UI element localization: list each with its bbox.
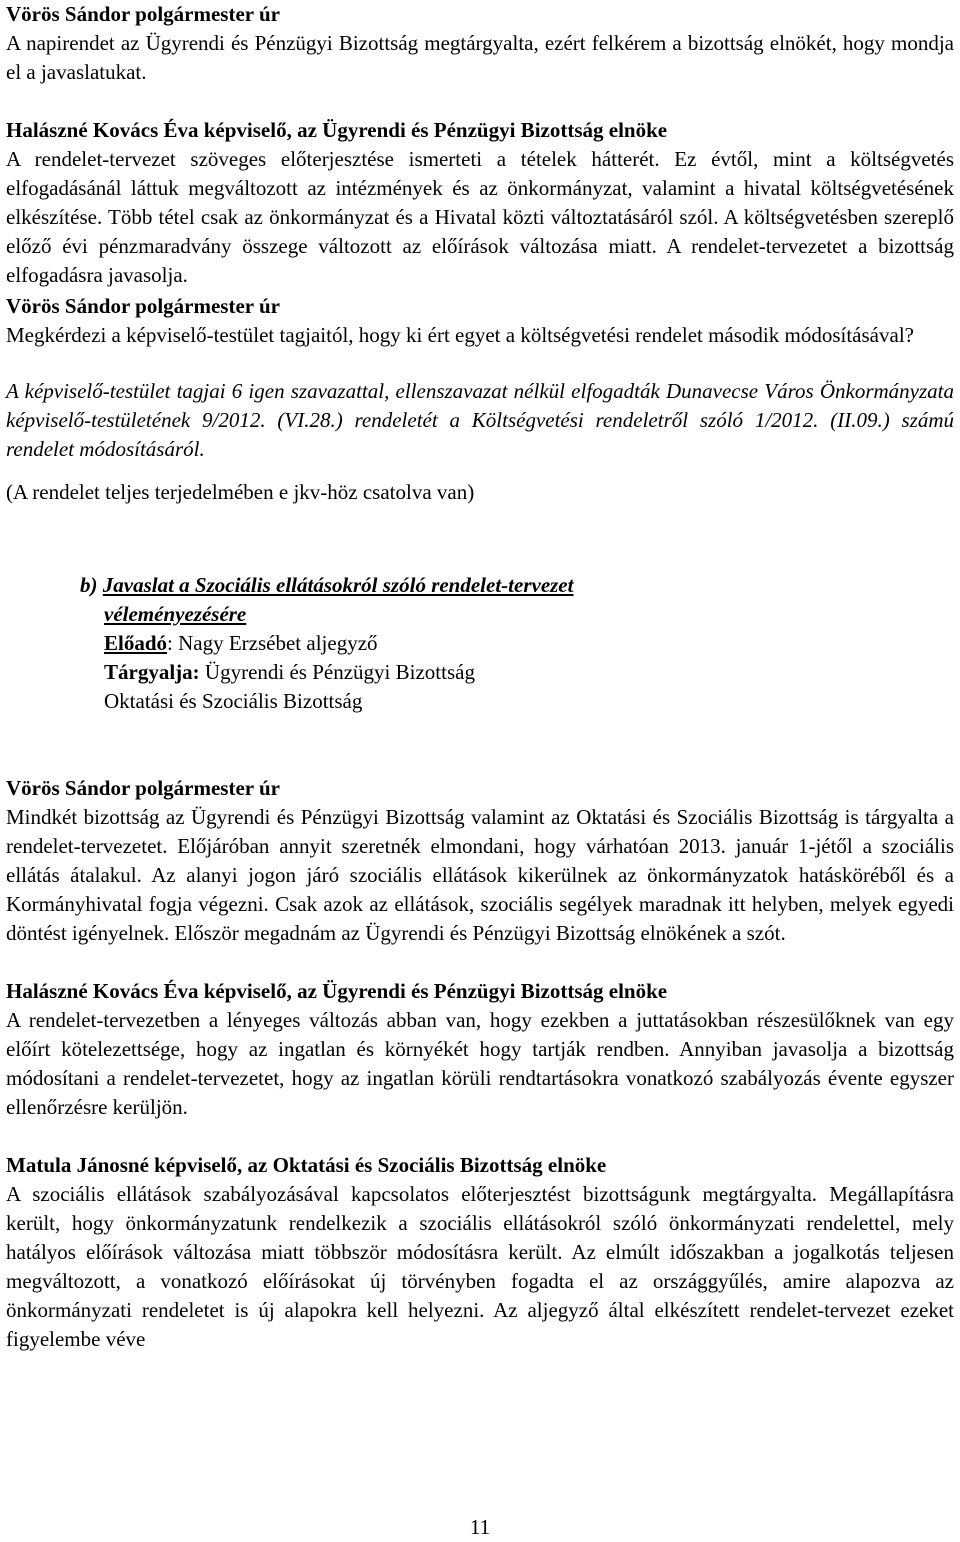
speaker-name: Matula Jánosné képviselő, az Oktatási és Szociális Bizottság elnöke (6, 1153, 607, 1177)
speech-text: A rendelet-tervezet szöveges előterjesztése ismerteti a tételek hátterét. Ez évtől, mint a költségvetés elfogadásánál láttuk megváltozott az intézmények és az önkormányzat, valamint a hivatal költségvetésének elkészítése. Több tétel csak az önkormányzat és a Hivatal közti változtatásáról szól. A költségvetésben szereplő előző évi pénzmaradvány összege változott az előírások változása miatt. A rendelet-tervezetet a bizottság elfogadásra javasolja. (6, 147, 954, 287)
discussed-label: Tárgyalja: (104, 660, 200, 684)
document-page (6, 0, 954, 1354)
section-mayor-intro (6, 0, 954, 87)
speaker-name: Vörös Sándor polgármester úr (6, 2, 280, 26)
section-mayor-question (6, 292, 954, 350)
annex-note-block (6, 478, 954, 507)
agenda-prefix: b) (80, 573, 98, 597)
speaker-name: Halászné Kovács Éva képviselő, az Ügyrendi és Pénzügyi Bizottság elnöke (6, 118, 668, 142)
speaker-name: Vörös Sándor polgármester úr (6, 776, 280, 800)
section-vote-result (6, 377, 954, 464)
vote-result-text: A képviselő-testület tagjai 6 igen szavazattal, ellenszavazat nélkül elfogadták Dunavecse Város Önkormányzata képviselő-testületének 9/2012. (VI.28.) rendeletét a Költségvetési rendeletről szóló 1/2012. (II.09.) számú rendelet módosításáról. (6, 379, 954, 461)
annex-note: (A rendelet teljes terjedelmében e jkv-höz csatolva van) (6, 480, 475, 504)
speech-text: A napirendet az Ügyrendi és Pénzügyi Bizottság megtárgyalta, ezért felkérem a bizottság elnökét, hogy mondja el a javaslatukat. (6, 31, 954, 84)
speaker-name: Halászné Kovács Éva képviselő, az Ügyrendi és Pénzügyi Bizottság elnöke (6, 979, 668, 1003)
speech-text: A rendelet-tervezetben a lényeges változás abban van, hogy ezekben a juttatásokban részesülőknek van egy előírt kötelezettsége, hogy az ingatlan és környékét hogy tartják rendben. Annyiban javasolja a bizottság módosítani a rendelet-tervezetet, hogy az ingatlan körüli rendtartásokra vonatkozó szabályozás évente egyszer ellenőrzésre kerüljön. (6, 1008, 954, 1119)
speaker-name: Vörös Sándor polgármester úr (6, 294, 280, 318)
agenda-item (80, 571, 954, 716)
section-education-chair (6, 1151, 954, 1354)
agenda-discussed-by (104, 658, 954, 687)
discussed-value-1: Ügyrendi és Pénzügyi Bizottság (199, 660, 475, 684)
agenda-title: Javaslat a Szociális ellátásokról szóló rendelet-tervezet (102, 573, 574, 597)
section-committee-chair (6, 116, 954, 290)
speech-text: Mindkét bizottság az Ügyrendi és Pénzügyi Bizottság valamint az Oktatási és Szociális Bizottság is tárgyalta a rendelet-tervezetet. Előjáróban annyit szeretnék elmondani, hogy várhatóan 2013. január 1-jétől a szociális ellátás átalakul. Az alanyi jogon járó szociális ellátások kikerülnek az önkormányzatok hatásköréből és a Kormányhivatal fogja végezni. Csak azok az ellátások, szociális segélyek maradnak itt helyben, melyek egyedi döntést igényelnek. Először megadnám az Ügyrendi és Pénzügyi Bizottság elnökének a szót. (6, 805, 954, 945)
discussed-value-2: Oktatási és Szociális Bizottság (104, 689, 363, 713)
speech-text: A szociális ellátások szabályozásával kapcsolatos előterjesztést bizottságunk megtárgyalta. Megállapításra került, hogy önkormányzatunk rendelkezik a szociális ellátásokról szóló önkormányzati rendelettel, mely hatályos előírások változása miatt többször módosításra került. Az elmúlt időszakban a jogalkotás teljesen megváltozott, a vonatkozó előírásokat új törvényben fogadta el az országgyűlés, amire alapozva az önkormányzati rendeletet is új alapokra kell helyezni. Az aljegyző által elkészített rendelet-tervezet ezeket figyelembe véve (6, 1182, 954, 1351)
agenda-title-line-2: véleményezésére (104, 602, 247, 626)
section-committee-chair-social (6, 977, 954, 1122)
speech-text: Megkérdezi a képviselő-testület tagjaitól, hogy ki ért egyet a költségvetési rendelet második módosításával? (6, 323, 914, 347)
section-mayor-social (6, 774, 954, 948)
page-number: 11 (469, 1515, 491, 1539)
presenter-value: : Nagy Erzsébet aljegyző (167, 631, 378, 655)
agenda-presenter (104, 629, 954, 658)
agenda-title-line-1 (80, 571, 954, 600)
presenter-label: Előadó (104, 631, 168, 655)
